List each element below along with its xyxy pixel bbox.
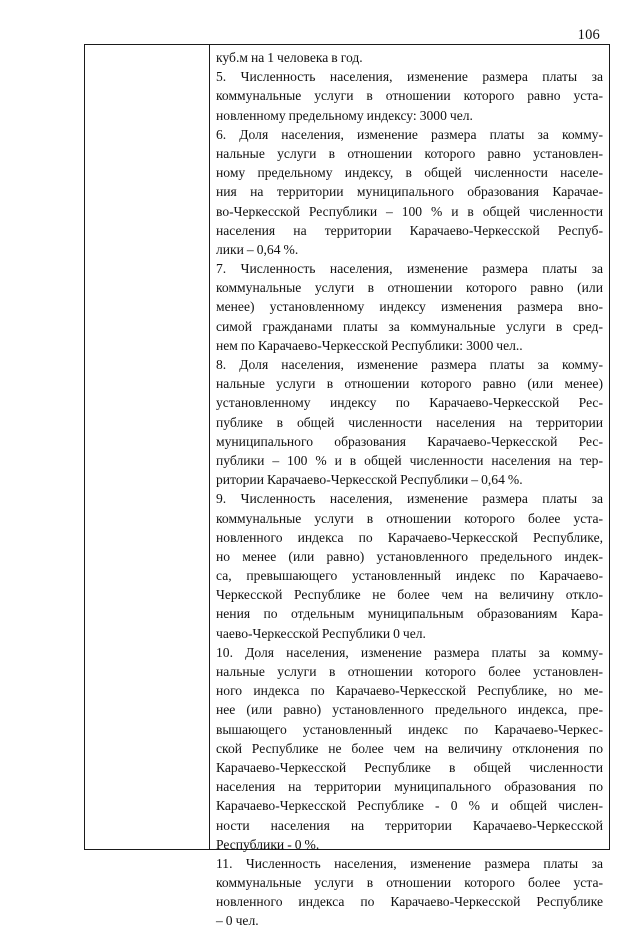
text-line: нальные услуги в отношении которого равно установлен- bbox=[216, 145, 603, 161]
text-line: 9. Численность населения, изменение размера платы за bbox=[216, 491, 603, 507]
document-table bbox=[84, 44, 610, 929]
text-line: симой гражданами платы за коммунальные услуги в сред- bbox=[216, 318, 603, 334]
text-line: менее) установленному индексу изменения размера вно- bbox=[216, 299, 603, 315]
text-line: Черкесской Республике не более чем на величину откло- bbox=[216, 587, 603, 603]
text-line: Республики - 0 %. bbox=[216, 836, 320, 852]
text-line: куб.м на 1 человека в год. bbox=[216, 50, 363, 65]
text-line: населения на территории Карачаево-Черкесской Респуб- bbox=[216, 222, 603, 238]
text-line: Карачаево-Черкесской Республике - 0 % и общей числен- bbox=[216, 798, 603, 814]
text-line: 5. Численность населения, изменение размера платы за bbox=[216, 69, 603, 85]
text-line: нальные услуги в отношении которого более установлен- bbox=[216, 664, 603, 679]
text-line: ния на территории муниципального образования Карачае- bbox=[216, 184, 603, 200]
text-line: ской Республике не более чем на величину отклонения по bbox=[216, 740, 603, 756]
text-line: чаево-Черкесской Республики 0 чел. bbox=[216, 625, 426, 641]
text-line: 7. Численность населения, изменение размера платы за bbox=[216, 261, 603, 277]
text-line: 10. Доля населения, изменение размера платы за комму- bbox=[216, 644, 603, 660]
text-line: коммунальные услуги в отношении которого равно уста- bbox=[216, 88, 603, 104]
text-line: новленного индекса по Карачаево-Черкесской Республике bbox=[216, 894, 603, 910]
text-line: 8. Доля населения, изменение размера платы за комму- bbox=[216, 357, 603, 372]
table-right-column bbox=[210, 45, 609, 929]
text-line: коммунальные услуги в отношении которого более уста- bbox=[216, 875, 603, 891]
text-line: нем по Карачаево-Черкесской Республики: 3000 чел.. bbox=[216, 337, 523, 353]
text-line: коммунальные услуги в отношении которого равно (или bbox=[216, 280, 603, 296]
text-line: нальные услуги в отношении которого равно (или менее) bbox=[216, 376, 603, 392]
text-line: публики – 100 % и в общей численности населения на тер- bbox=[216, 452, 603, 468]
text-line: ности населения на территории Карачаево-Черкесской bbox=[216, 817, 603, 833]
text-line: са, превышающего установленный индекс по Карачаево- bbox=[216, 568, 603, 584]
text-line: во-Черкесской Республики – 100 % и в общей численности bbox=[216, 203, 603, 219]
text-line: – 0 чел. bbox=[216, 913, 259, 929]
text-line: установленному индексу по Карачаево-Черкесской Рес- bbox=[216, 395, 603, 411]
text-line: новленного индекса по Карачаево-Черкесской Республике, bbox=[216, 529, 603, 545]
text-line: нее (или равно) установленного предельного индекса, пре- bbox=[216, 702, 603, 718]
text-line: ритории Карачаево-Черкесской Республики – 0,64 %. bbox=[216, 472, 523, 488]
text-line: вышающего установленный индекс по Карачаево-Черкес- bbox=[216, 721, 603, 737]
text-line: коммунальные услуги в отношении которого более уста- bbox=[216, 510, 603, 526]
text-line: ного индекса по Карачаево-Черкесской Республике, но ме- bbox=[216, 683, 603, 699]
text-line: публике в общей численности населения на территории bbox=[216, 414, 603, 430]
text-line: новленному предельному индексу: 3000 чел. bbox=[216, 107, 473, 123]
text-line: нения по отдельным муниципальным образованиям Кара- bbox=[216, 606, 603, 622]
text-line: Карачаево-Черкесской Республике в общей численности bbox=[216, 759, 603, 775]
page-number: 106 bbox=[577, 27, 600, 43]
text-line: 11. Численность населения, изменение размера платы за bbox=[216, 855, 603, 871]
text-line: ному предельному индексу, в общей численности населе- bbox=[216, 165, 603, 181]
table-left-column bbox=[85, 45, 210, 849]
text-line: муниципального образования Карачаево-Черкесской Рес- bbox=[216, 433, 603, 449]
text-line: 6. Доля населения, изменение размера платы за комму- bbox=[216, 126, 603, 142]
text-line: но менее (или равно) установленного предельного индек- bbox=[216, 548, 603, 564]
text-line: населения на территории муниципального образования по bbox=[216, 779, 603, 795]
text-line: лики – 0,64 %. bbox=[216, 241, 299, 257]
